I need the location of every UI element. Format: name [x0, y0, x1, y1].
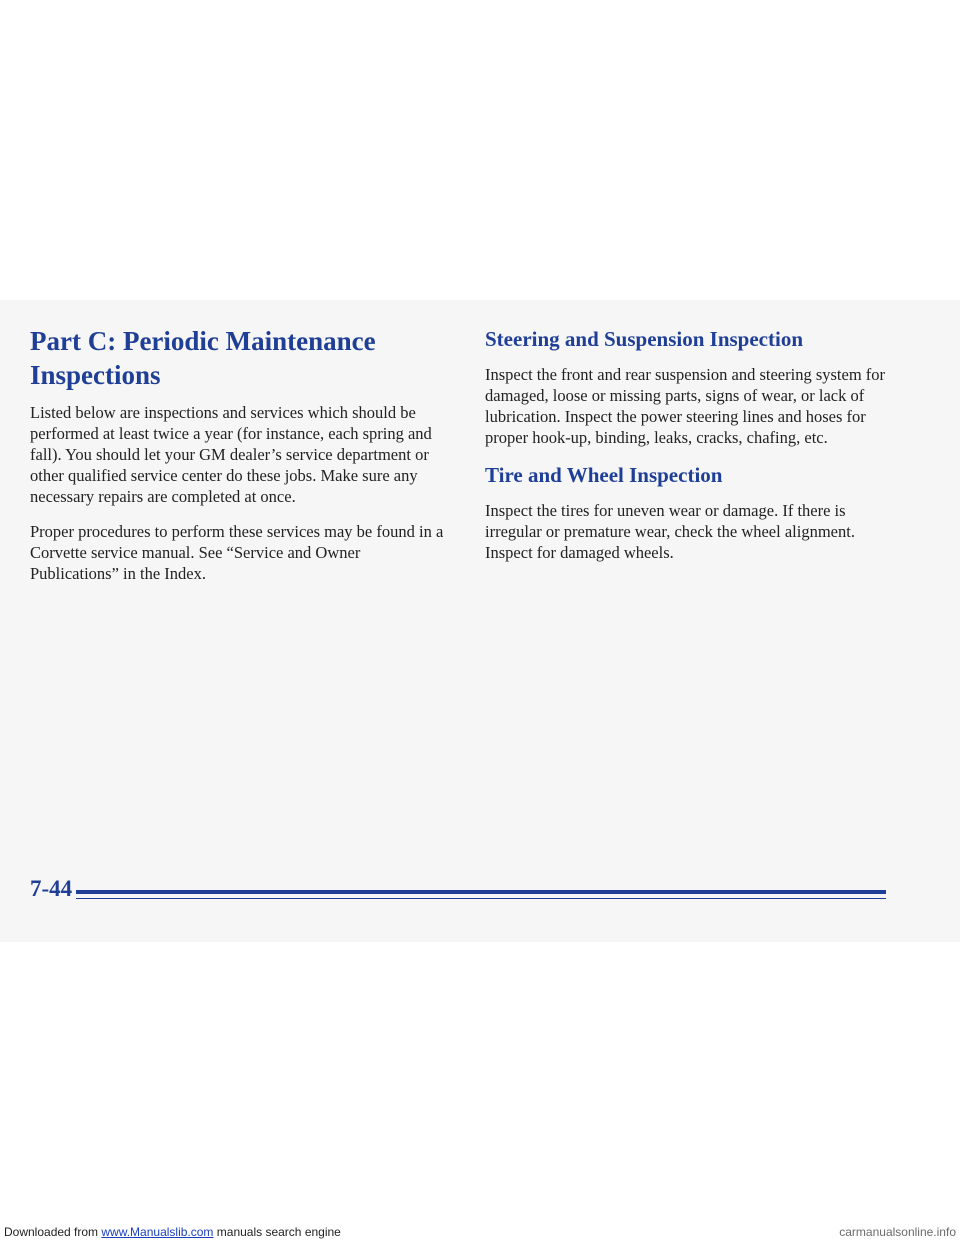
manualslib-link[interactable]: www.Manualslib.com — [101, 1225, 214, 1239]
download-prefix: Downloaded from — [4, 1225, 102, 1239]
section-title-line2: Inspections — [30, 360, 161, 390]
footer-rule-thick — [76, 890, 886, 894]
watermark-text: carmanualsonline.info — [839, 1225, 956, 1239]
section-title — [30, 324, 450, 392]
procedures-paragraph: Proper procedures to perform these services may be found in a Corvette service manual. See “Service and Owner Publications” in the Index. — [30, 522, 444, 583]
manual-page — [0, 300, 960, 942]
download-footer — [0, 1222, 960, 1242]
tire-heading: Tire and Wheel Inspection — [485, 463, 723, 487]
right-column — [485, 326, 905, 577]
intro-paragraph: Listed below are inspections and services which should be performed at least twice a year (for instance, each spring and fall). You should let your GM dealer’s service department or other qualified service center do these jobs. Make sure any necessary repairs are completed at once. — [30, 403, 432, 506]
top-margin — [0, 0, 960, 300]
steering-paragraph: Inspect the front and rear suspension and steering system for damaged, loose or missing parts, signs of wear, or lack of lubrication. Inspect the power steering lines and hoses for proper hook-up, binding, leaks, cracks, chafing, etc. — [485, 365, 886, 447]
footer-rule — [76, 890, 886, 899]
download-credit — [4, 1222, 341, 1242]
page-number: 7-44 — [30, 876, 73, 901]
download-suffix: manuals search engine — [213, 1225, 341, 1239]
footer-rule-thin — [76, 898, 886, 899]
section-title-line1: Part C: Periodic Maintenance — [30, 326, 376, 356]
left-column — [30, 324, 450, 598]
tire-paragraph: Inspect the tires for uneven wear or damage. If there is irregular or premature wear, check the wheel alignment. Inspect for damaged wheels. — [485, 501, 855, 562]
steering-heading: Steering and Suspension Inspection — [485, 327, 804, 351]
